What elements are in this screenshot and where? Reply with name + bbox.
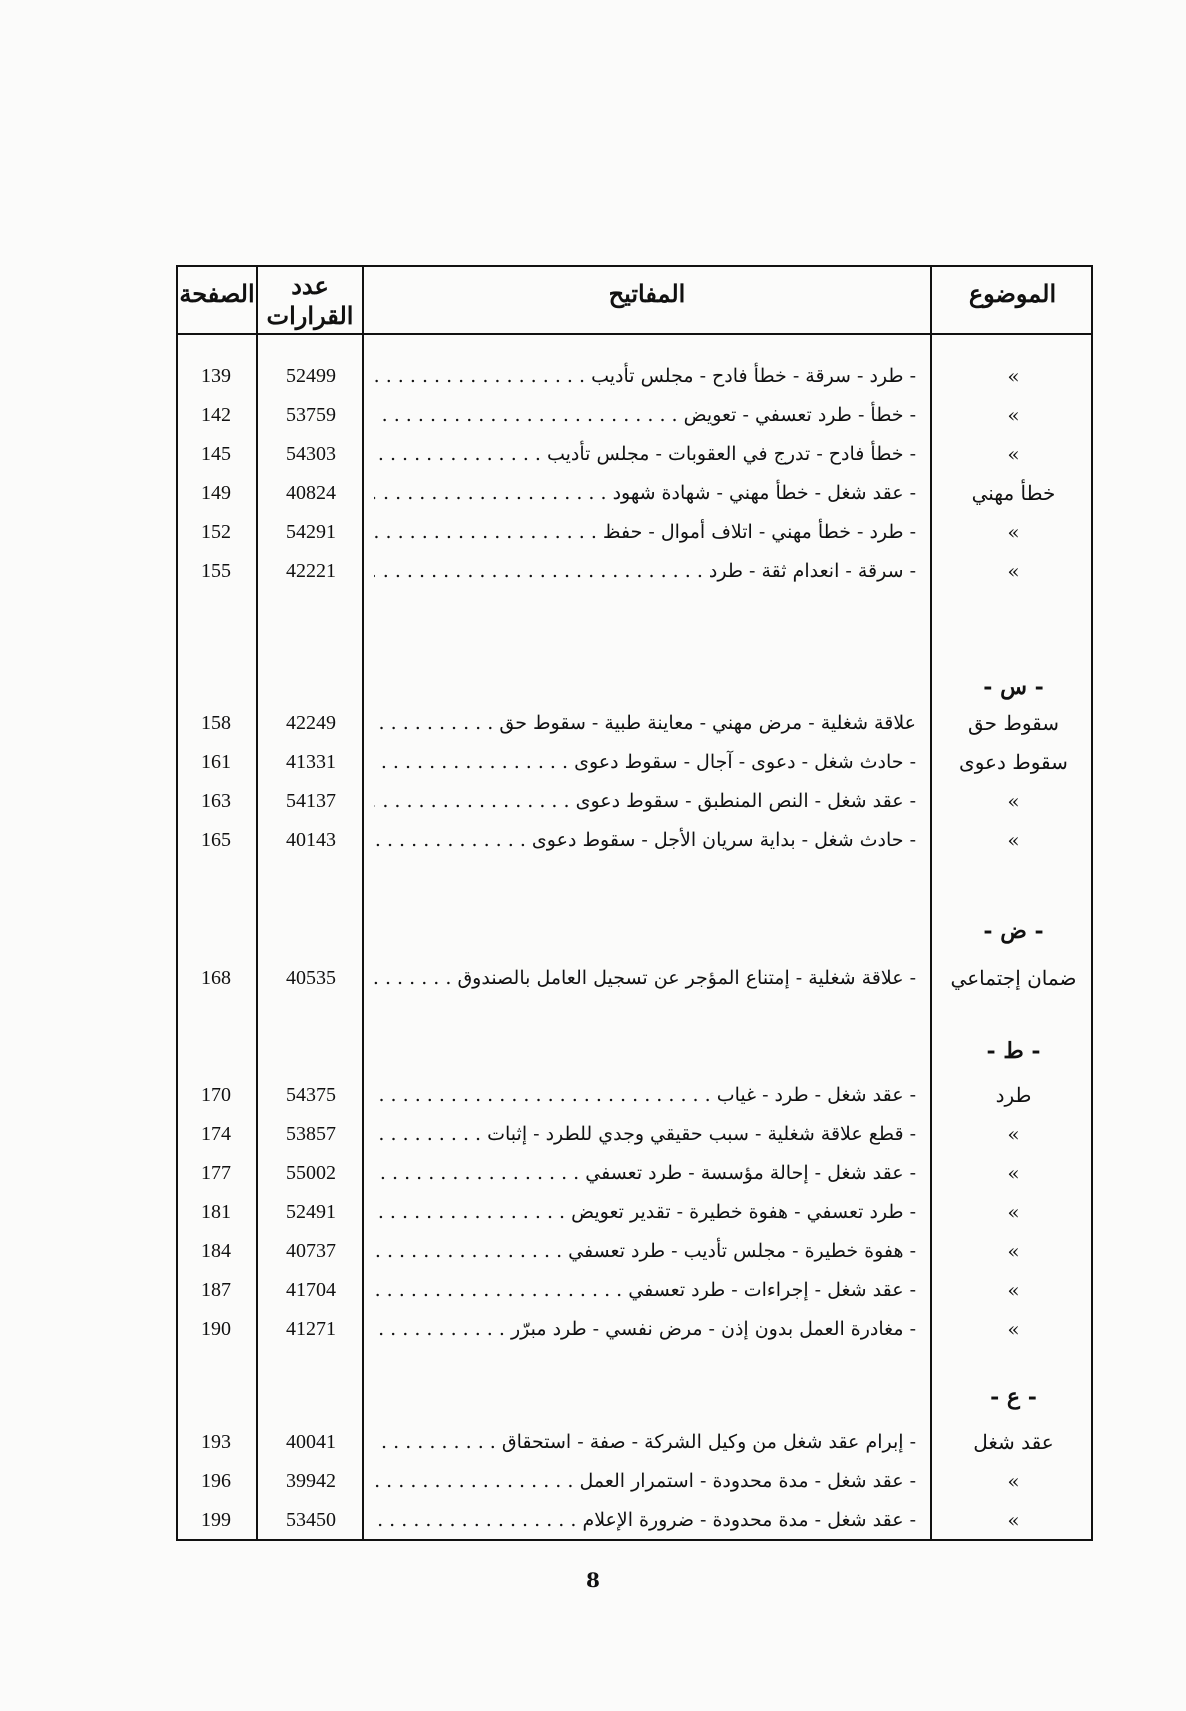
row-page: 161 — [201, 751, 231, 773]
section-letter: - س - — [983, 674, 1044, 700]
table-row — [178, 1463, 1091, 1499]
table-row — [178, 436, 1091, 472]
table-row — [178, 783, 1091, 819]
row-subject: خطأ مهني — [971, 481, 1056, 505]
table-row — [178, 1233, 1091, 1269]
row-decision-number: 42249 — [286, 712, 336, 734]
row-keywords: - عقد شغل - طرد - غياب . . . — [374, 1077, 916, 1113]
row-keywords: - قطع علاقة شغلية - سبب حقيقي وجدي للطرد - إثبات . . . — [374, 1116, 916, 1152]
row-subject: » — [1007, 1161, 1020, 1185]
row-subject: » — [1007, 520, 1020, 544]
header-page: الصفحة — [179, 279, 255, 308]
table-row — [178, 553, 1091, 589]
row-page: 149 — [201, 482, 231, 504]
row-decision-number: 53759 — [286, 404, 336, 426]
section-letter: - ط - — [986, 1038, 1041, 1064]
row-keywords: - عقد شغل - مدة محدودة - استمرار العمل . . . — [374, 1463, 916, 1499]
row-decision-number: 42221 — [286, 560, 336, 582]
row-keywords: - طرد - سرقة - خطأ فادح - مجلس تأديب . . . — [374, 358, 916, 394]
section-letter: - ع - — [990, 1384, 1037, 1410]
table-row — [178, 1116, 1091, 1152]
header-count-line1: عدد — [291, 271, 329, 300]
row-decision-number: 41271 — [286, 1318, 336, 1340]
table-row — [178, 1272, 1091, 1308]
row-page: 177 — [201, 1162, 231, 1184]
row-page: 158 — [201, 712, 231, 734]
row-subject: » — [1007, 1278, 1020, 1302]
row-page: 184 — [201, 1240, 231, 1262]
row-page: 181 — [201, 1201, 231, 1223]
row-keywords: - حادث شغل - دعوى - آجال - سقوط دعوى . . . — [374, 744, 916, 780]
row-page: 168 — [201, 967, 231, 989]
row-keywords: - طرد تعسفي - هفوة خطيرة - تقدير تعويض . . . — [374, 1194, 916, 1230]
header-keywords: المفاتيح — [608, 279, 686, 308]
header-subject: الموضوع — [968, 279, 1057, 308]
row-page: 190 — [201, 1318, 231, 1340]
row-page: 163 — [201, 790, 231, 812]
row-page: 199 — [201, 1509, 231, 1531]
table-row — [178, 1194, 1091, 1230]
row-keywords: - خطأ - طرد تعسفي - تعويض . . . — [374, 397, 916, 433]
row-decision-number: 40535 — [286, 967, 336, 989]
table-row — [178, 822, 1091, 858]
row-page: 193 — [201, 1431, 231, 1453]
row-page: 187 — [201, 1279, 231, 1301]
row-subject: » — [1007, 442, 1020, 466]
row-subject: » — [1007, 364, 1020, 388]
table-row — [178, 1077, 1091, 1113]
row-decision-number: 40824 — [286, 482, 336, 504]
row-page: 196 — [201, 1470, 231, 1492]
row-decision-number: 52499 — [286, 365, 336, 387]
row-subject: عقد شغل — [973, 1430, 1054, 1454]
table-row — [178, 1311, 1091, 1347]
row-decision-number: 54303 — [286, 443, 336, 465]
row-page: 142 — [201, 404, 231, 426]
table-row — [178, 358, 1091, 394]
row-keywords: - علاقة شغلية - إمتناع المؤجر عن تسجيل العامل بالصندوق . . . — [374, 960, 916, 996]
table-row — [178, 397, 1091, 433]
page-number: 8 — [586, 1568, 600, 1592]
row-keywords: - عقد شغل - إجراءات - طرد تعسفي . . . — [374, 1272, 916, 1308]
table-row — [178, 475, 1091, 511]
row-keywords: علاقة شغلية - مرض مهني - معاينة طبية - سقوط حق . . . — [374, 705, 916, 741]
row-page: 152 — [201, 521, 231, 543]
row-decision-number: 52491 — [286, 1201, 336, 1223]
row-subject: ضمان إجتماعي — [950, 966, 1077, 990]
row-page: 174 — [201, 1123, 231, 1145]
row-decision-number: 55002 — [286, 1162, 336, 1184]
section-letter: - ض - — [983, 918, 1044, 944]
row-decision-number: 40041 — [286, 1431, 336, 1453]
row-subject: طرد — [995, 1083, 1032, 1107]
row-decision-number: 39942 — [286, 1470, 336, 1492]
row-page: 145 — [201, 443, 231, 465]
row-decision-number: 40143 — [286, 829, 336, 851]
table-row — [178, 1424, 1091, 1460]
row-decision-number: 53857 — [286, 1123, 336, 1145]
row-decision-number: 54291 — [286, 521, 336, 543]
row-page: 170 — [201, 1084, 231, 1106]
row-decision-number: 40737 — [286, 1240, 336, 1262]
row-subject: » — [1007, 789, 1020, 813]
header-count-line2: القرارات — [266, 301, 354, 330]
row-subject: » — [1007, 1200, 1020, 1224]
row-keywords: - حادث شغل - بداية سريان الأجل - سقوط دعوى . . . — [374, 822, 916, 858]
row-keywords: - إبرام عقد شغل من وكيل الشركة - صفة - استحقاق . . . — [374, 1424, 916, 1460]
row-keywords: - خطأ فادح - تدرج في العقوبات - مجلس تأديب . . . — [374, 436, 916, 472]
row-keywords: - طرد - خطأ مهني - اتلاف أموال - حفظ . . . — [374, 514, 916, 550]
row-page: 165 — [201, 829, 231, 851]
row-decision-number: 41704 — [286, 1279, 336, 1301]
row-decision-number: 53450 — [286, 1509, 336, 1531]
row-subject: » — [1007, 1508, 1020, 1532]
row-page: 139 — [201, 365, 231, 387]
table-row — [178, 705, 1091, 741]
row-subject: » — [1007, 828, 1020, 852]
row-keywords: - عقد شغل - خطأ مهني - شهادة شهود . . . — [374, 475, 916, 511]
row-decision-number: 41331 — [286, 751, 336, 773]
row-decision-number: 54137 — [286, 790, 336, 812]
row-keywords: - سرقة - انعدام ثقة - طرد . . . — [374, 553, 916, 589]
row-keywords: - هفوة خطيرة - مجلس تأديب - طرد تعسفي . . . — [374, 1233, 916, 1269]
index-table — [176, 265, 1093, 1541]
header-divider — [178, 333, 1091, 335]
row-subject: » — [1007, 1317, 1020, 1341]
row-subject: » — [1007, 559, 1020, 583]
row-keywords: - عقد شغل - النص المنطبق - سقوط دعوى . . . — [374, 783, 916, 819]
header-count — [258, 271, 362, 331]
row-subject: سقوط دعوى — [959, 750, 1068, 774]
row-keywords: - عقد شغل - مدة محدودة - ضرورة الإعلام . . . — [374, 1502, 916, 1538]
row-subject: » — [1007, 1122, 1020, 1146]
row-keywords: - مغادرة العمل بدون إذن - مرض نفسي - طرد مبرّر . . . — [374, 1311, 916, 1347]
row-subject: » — [1007, 403, 1020, 427]
table-row — [178, 1155, 1091, 1191]
table-row — [178, 1502, 1091, 1538]
table-row — [178, 744, 1091, 780]
table-row — [178, 960, 1091, 996]
row-page: 155 — [201, 560, 231, 582]
row-decision-number: 54375 — [286, 1084, 336, 1106]
row-subject: » — [1007, 1469, 1020, 1493]
row-keywords: - عقد شغل - إحالة مؤسسة - طرد تعسفي . . . — [374, 1155, 916, 1191]
row-subject: » — [1007, 1239, 1020, 1263]
table-row — [178, 514, 1091, 550]
row-subject: سقوط حق — [967, 711, 1060, 735]
